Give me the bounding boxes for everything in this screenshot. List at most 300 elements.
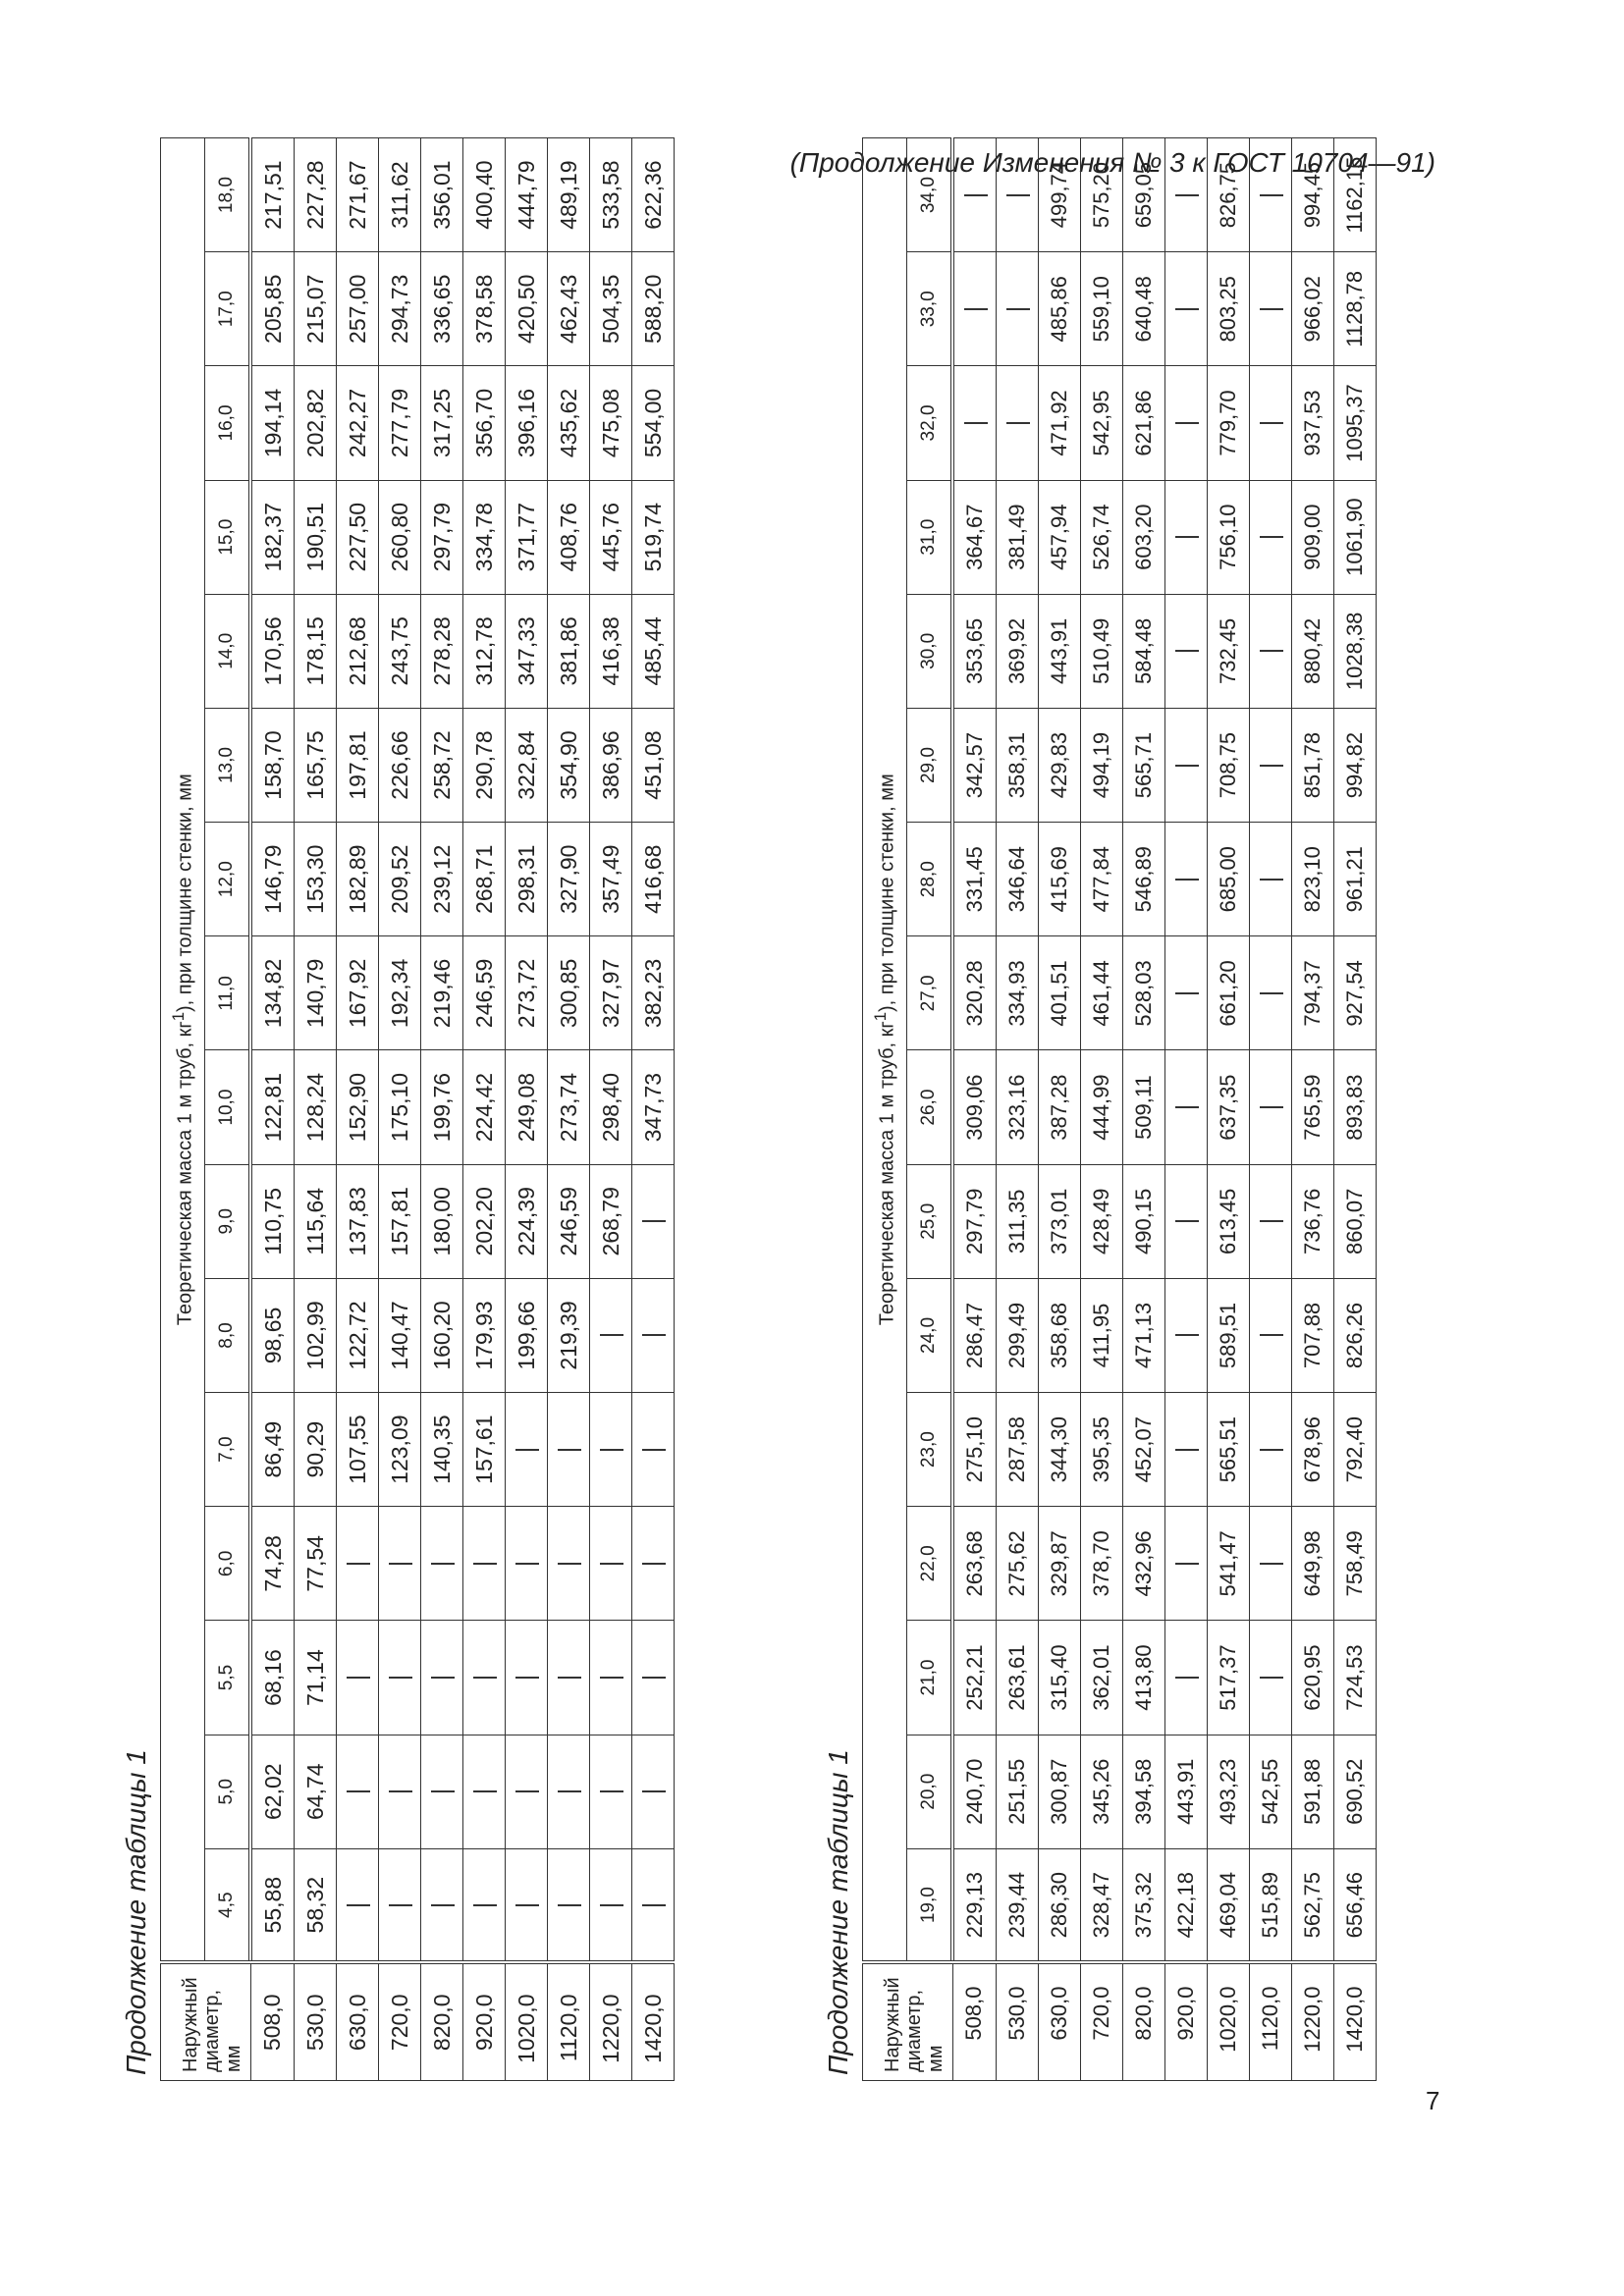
thickness-column-header: 28,0 [907,823,953,936]
diameter-cell: 508,0 [952,1963,997,2081]
mass-value-cell [1250,366,1292,480]
mass-value-cell: 584,48 [1123,594,1165,708]
mass-value-cell [463,1507,506,1621]
mass-group-header: Теоретическая масса 1 м труб, $кг^1$), при толщине стенки, мм [161,138,205,1963]
mass-value-cell [1250,594,1292,708]
mass-value-cell: 378,70 [1081,1507,1123,1621]
mass-value-cell: 371,77 [506,480,548,594]
mass-value-cell [463,1735,506,1848]
mass-value-cell: 494,19 [1081,708,1123,822]
mass-value-cell: 327,97 [590,936,632,1050]
empty-value-dash [347,1790,370,1792]
diameter-column-header: Наружный диаметр, мм [161,1963,251,2081]
empty-value-dash [600,1334,623,1336]
mass-value-cell: 504,35 [590,252,632,366]
diameter-cell: 820,0 [421,1963,463,2081]
mass-value-cell: 661,20 [1208,936,1250,1050]
page-number: 7 [1426,2086,1440,2115]
mass-value-cell [590,1507,632,1621]
mass-value-cell: 575,20 [1081,138,1123,252]
table-row [337,138,379,2081]
table-block-1 [113,137,673,2081]
mass-value-cell [1165,936,1208,1050]
mass-value-cell: 268,71 [463,823,506,936]
mass-value-cell: 471,13 [1123,1278,1165,1392]
empty-value-dash [347,1563,370,1565]
diameter-cell: 1120,0 [1250,1963,1292,2081]
mass-value-cell: 287,58 [997,1393,1039,1507]
mass-value-cell: 826,26 [1334,1278,1377,1392]
mass-value-cell [1165,594,1208,708]
mass-value-cell: 444,99 [1081,1050,1123,1164]
mass-value-cell: 263,61 [997,1621,1039,1735]
mass-value-cell: 1028,38 [1334,594,1377,708]
table-row [250,138,295,2081]
mass-value-cell: 541,47 [1208,1507,1250,1621]
mass-value-cell: 180,00 [421,1164,463,1278]
mass-value-cell: 510,49 [1081,594,1123,708]
mass-value-cell [632,1164,675,1278]
mass-value-cell: 444,79 [506,138,548,252]
empty-value-dash [1260,194,1283,196]
empty-value-dash [1175,650,1199,652]
thickness-column-header: 21,0 [907,1621,953,1735]
table-row [463,138,506,2081]
mass-value-cell: 342,57 [952,708,997,822]
mass-value-cell: 382,23 [632,936,675,1050]
mass-value-cell: 1162,15 [1334,138,1377,252]
thickness-column-header: 8,0 [205,1278,251,1392]
mass-value-cell: 257,00 [337,252,379,366]
thickness-column-header: 13,0 [205,708,251,822]
diameter-cell: 530,0 [295,1963,337,2081]
mass-value-cell: 77,54 [295,1507,337,1621]
mass-value-cell [1250,252,1292,366]
mass-value-cell: 724,53 [1334,1621,1377,1735]
thickness-column-header: 16,0 [205,366,251,480]
mass-value-cell: 323,16 [997,1050,1039,1164]
mass-value-cell: 320,28 [952,936,997,1050]
mass-value-cell: 408,76 [548,480,590,594]
empty-value-dash [642,1563,666,1565]
mass-value-cell [548,1507,590,1621]
empty-value-dash [558,1449,581,1451]
mass-value-cell: 194,14 [250,366,295,480]
empty-value-dash [642,1449,666,1451]
mass-value-cell: 297,79 [421,480,463,594]
mass-value-cell [421,1507,463,1621]
mass-value-cell [337,1621,379,1735]
mass-value-cell [632,1393,675,1507]
mass-value-cell: 346,64 [997,823,1039,936]
empty-value-dash [1175,879,1199,881]
mass-value-cell [1250,1278,1292,1392]
table-block-2 [815,137,1375,2081]
empty-value-dash [964,422,988,424]
mass-value-cell [506,1393,548,1507]
mass-value-cell [548,1848,590,1962]
mass-value-cell: 475,08 [590,366,632,480]
mass-value-cell: 322,84 [506,708,548,822]
mass-value-cell [421,1621,463,1735]
mass-value-cell [632,1507,675,1621]
diameter-cell: 508,0 [250,1963,295,2081]
mass-value-cell [1165,366,1208,480]
mass-value-cell [590,1393,632,1507]
thickness-column-header: 27,0 [907,936,953,1050]
mass-value-cell: 1128,78 [1334,252,1377,366]
empty-value-dash [473,1904,497,1906]
empty-value-dash [473,1677,497,1679]
mass-value-cell: 353,65 [952,594,997,708]
mass-value-cell: 182,37 [250,480,295,594]
mass-value-cell: 202,82 [295,366,337,480]
empty-value-dash [1175,422,1199,424]
table-row [590,138,632,2081]
mass-value-cell: 485,86 [1039,252,1081,366]
thickness-column-header: 25,0 [907,1164,953,1278]
table-row [952,138,997,2081]
mass-value-cell: 260,80 [379,480,421,594]
mass-value-cell [506,1621,548,1735]
mass-value-cell: 851,78 [1292,708,1334,822]
empty-value-dash [1175,765,1199,767]
mass-value-cell: 452,07 [1123,1393,1165,1507]
mass-value-cell: 517,37 [1208,1621,1250,1735]
mass-value-cell: 128,24 [295,1050,337,1164]
empty-value-dash [473,1790,497,1792]
mass-value-cell: 153,30 [295,823,337,936]
mass-table-2 [862,137,1377,2081]
empty-value-dash [600,1904,623,1906]
mass-value-cell: 345,26 [1081,1735,1123,1848]
thickness-column-header: 18,0 [205,138,251,252]
mass-value-cell: 197,81 [337,708,379,822]
mass-value-cell: 179,93 [463,1278,506,1392]
mass-value-cell [1250,480,1292,594]
mass-value-cell: 158,70 [250,708,295,822]
mass-value-cell: 565,71 [1123,708,1165,822]
mass-value-cell [1165,252,1208,366]
mass-value-cell [1165,1621,1208,1735]
mass-value-cell: 122,72 [337,1278,379,1392]
mass-value-cell: 362,01 [1081,1621,1123,1735]
mass-value-cell: 621,86 [1123,366,1165,480]
thickness-column-header: 9,0 [205,1164,251,1278]
mass-value-cell: 315,40 [1039,1621,1081,1735]
mass-value-cell: 559,10 [1081,252,1123,366]
mass-value-cell [590,1735,632,1848]
mass-value-cell: 219,39 [548,1278,590,1392]
empty-value-dash [431,1790,455,1792]
mass-value-cell: 102,99 [295,1278,337,1392]
mass-value-cell: 519,74 [632,480,675,594]
mass-value-cell: 893,83 [1334,1050,1377,1164]
mass-value-cell: 140,79 [295,936,337,1050]
mass-value-cell: 286,47 [952,1278,997,1392]
mass-value-cell: 246,59 [463,936,506,1050]
mass-value-cell [421,1848,463,1962]
mass-value-cell: 554,00 [632,366,675,480]
thickness-column-header: 12,0 [205,823,251,936]
mass-value-cell [421,1735,463,1848]
mass-value-cell [952,138,997,252]
mass-value-cell: 62,02 [250,1735,295,1848]
thickness-column-header: 26,0 [907,1050,953,1164]
empty-value-dash [1260,308,1283,310]
mass-value-cell: 909,00 [1292,480,1334,594]
mass-value-cell [952,252,997,366]
empty-value-dash [389,1563,412,1565]
mass-value-cell: 64,74 [295,1735,337,1848]
table-row [1250,138,1292,2081]
mass-value-cell: 420,50 [506,252,548,366]
empty-value-dash [1260,536,1283,538]
thickness-column-header: 31,0 [907,480,953,594]
mass-value-cell: 381,86 [548,594,590,708]
empty-value-dash [389,1790,412,1792]
mass-value-cell: 736,76 [1292,1164,1334,1278]
mass-value-cell [337,1735,379,1848]
mass-value-cell: 613,45 [1208,1164,1250,1278]
mass-value-cell: 300,87 [1039,1735,1081,1848]
thickness-column-header: 4,5 [205,1848,251,1962]
table-row [997,138,1039,2081]
mass-value-cell: 58,32 [295,1848,337,1962]
mass-value-cell: 290,78 [463,708,506,822]
mass-value-cell: 331,45 [952,823,997,936]
thickness-column-header: 23,0 [907,1393,953,1507]
empty-value-dash [1260,992,1283,994]
mass-value-cell [1250,708,1292,822]
mass-value-cell: 386,96 [590,708,632,822]
mass-value-cell [548,1393,590,1507]
empty-value-dash [1175,536,1199,538]
empty-value-dash [964,308,988,310]
mass-value-cell: 140,35 [421,1393,463,1507]
mass-value-cell [1250,823,1292,936]
mass-value-cell: 685,00 [1208,823,1250,936]
mass-value-cell: 252,21 [952,1621,997,1735]
empty-value-dash [558,1790,581,1792]
mass-value-cell [506,1848,548,1962]
thickness-column-header: 6,0 [205,1507,251,1621]
mass-value-cell: 622,36 [632,138,675,252]
mass-value-cell [1165,1278,1208,1392]
empty-value-dash [1260,879,1283,881]
mass-value-cell: 157,81 [379,1164,421,1278]
mass-value-cell: 357,49 [590,823,632,936]
mass-value-cell: 526,74 [1081,480,1123,594]
empty-value-dash [1260,1449,1283,1451]
mass-value-cell: 803,25 [1208,252,1250,366]
mass-value-cell [1165,1393,1208,1507]
mass-value-cell: 209,52 [379,823,421,936]
mass-value-cell: 565,51 [1208,1393,1250,1507]
mass-value-cell: 880,42 [1292,594,1334,708]
table-row [632,138,675,2081]
mass-value-cell [379,1735,421,1848]
diameter-cell: 1020,0 [506,1963,548,2081]
mass-value-cell: 364,67 [952,480,997,594]
diameter-cell: 530,0 [997,1963,1039,2081]
mass-value-cell [1165,138,1208,252]
empty-value-dash [600,1563,623,1565]
thickness-column-header: 7,0 [205,1393,251,1507]
mass-value-cell: 258,72 [421,708,463,822]
mass-value-cell: 462,43 [548,252,590,366]
mass-value-cell [1250,1507,1292,1621]
mass-value-cell: 137,83 [337,1164,379,1278]
empty-value-dash [1260,1563,1283,1565]
empty-value-dash [1260,1677,1283,1679]
mass-value-cell: 356,01 [421,138,463,252]
table-row [379,138,421,2081]
mass-value-cell: 415,69 [1039,823,1081,936]
empty-value-dash [515,1449,539,1451]
mass-value-cell: 227,50 [337,480,379,594]
mass-value-cell: 263,68 [952,1507,997,1621]
mass-value-cell: 826,75 [1208,138,1250,252]
mass-value-cell: 758,49 [1334,1507,1377,1621]
mass-value-cell: 422,18 [1165,1848,1208,1962]
mass-value-cell: 369,92 [997,594,1039,708]
mass-value-cell: 461,44 [1081,936,1123,1050]
mass-value-cell [590,1621,632,1735]
mass-value-cell: 123,09 [379,1393,421,1507]
table-row [506,138,548,2081]
empty-value-dash [600,1677,623,1679]
mass-value-cell [379,1507,421,1621]
mass-value-cell: 146,79 [250,823,295,936]
diameter-column-header: Наружный диаметр, мм [863,1963,953,2081]
mass-value-cell: 312,78 [463,594,506,708]
mass-value-cell [337,1507,379,1621]
empty-value-dash [642,1904,666,1906]
empty-value-dash [1260,1334,1283,1336]
mass-value-cell: 160,20 [421,1278,463,1392]
mass-value-cell [337,1848,379,1962]
empty-value-dash [642,1334,666,1336]
empty-value-dash [389,1904,412,1906]
mass-value-cell: 457,94 [1039,480,1081,594]
diameter-cell: 630,0 [337,1963,379,2081]
mass-table-1 [160,137,675,2081]
mass-value-cell: 115,64 [295,1164,337,1278]
mass-value-cell: 71,14 [295,1621,337,1735]
mass-value-cell: 273,72 [506,936,548,1050]
mass-value-cell [1165,1507,1208,1621]
mass-value-cell: 471,92 [1039,366,1081,480]
mass-value-cell [548,1735,590,1848]
empty-value-dash [600,1449,623,1451]
mass-value-cell: 239,44 [997,1848,1039,1962]
mass-value-cell: 779,70 [1208,366,1250,480]
thickness-column-header: 19,0 [907,1848,953,1962]
empty-value-dash [642,1677,666,1679]
mass-value-cell: 309,06 [952,1050,997,1164]
mass-value-cell: 192,34 [379,936,421,1050]
empty-value-dash [1006,194,1030,196]
mass-value-cell [548,1621,590,1735]
mass-value-cell: 275,62 [997,1507,1039,1621]
mass-value-cell: 732,45 [1208,594,1250,708]
mass-value-cell: 175,10 [379,1050,421,1164]
mass-value-cell: 659,05 [1123,138,1165,252]
mass-value-cell: 690,52 [1334,1735,1377,1848]
mass-value-cell: 334,78 [463,480,506,594]
mass-value-cell [379,1848,421,1962]
mass-value-cell: 205,85 [250,252,295,366]
mass-value-cell: 227,28 [295,138,337,252]
empty-value-dash [1175,1334,1199,1336]
mass-value-cell: 157,61 [463,1393,506,1507]
mass-value-cell [463,1848,506,1962]
mass-value-cell: 311,62 [379,138,421,252]
mass-value-cell: 242,27 [337,366,379,480]
mass-value-cell: 489,19 [548,138,590,252]
table-row [548,138,590,2081]
mass-value-cell [632,1621,675,1735]
mass-value-cell: 1061,90 [1334,480,1377,594]
mass-value-cell: 528,03 [1123,936,1165,1050]
mass-value-cell: 243,75 [379,594,421,708]
mass-value-cell: 229,13 [952,1848,997,1962]
mass-value-cell: 416,68 [632,823,675,936]
mass-value-cell: 298,31 [506,823,548,936]
mass-value-cell: 756,10 [1208,480,1250,594]
empty-value-dash [1175,1677,1199,1679]
mass-value-cell: 199,76 [421,1050,463,1164]
mass-value-cell: 375,32 [1123,1848,1165,1962]
diameter-cell: 720,0 [379,1963,421,2081]
mass-value-cell [632,1735,675,1848]
empty-value-dash [642,1220,666,1222]
mass-value-cell: 416,38 [590,594,632,708]
mass-value-cell: 533,58 [590,138,632,252]
mass-value-cell: 217,51 [250,138,295,252]
mass-value-cell [1165,823,1208,936]
empty-value-dash [515,1904,539,1906]
mass-value-cell: 336,65 [421,252,463,366]
mass-value-cell: 300,85 [548,936,590,1050]
table-row [1292,138,1334,2081]
empty-value-dash [642,1790,666,1792]
mass-value-cell [997,252,1039,366]
empty-value-dash [1006,308,1030,310]
mass-value-cell: 490,15 [1123,1164,1165,1278]
diameter-cell: 820,0 [1123,1963,1165,2081]
thickness-column-header: 5,0 [205,1735,251,1848]
mass-value-cell [463,1621,506,1735]
empty-value-dash [1260,1220,1283,1222]
thickness-column-header: 10,0 [205,1050,251,1164]
mass-value-cell [632,1278,675,1392]
mass-value-cell: 202,20 [463,1164,506,1278]
mass-value-cell: 182,89 [337,823,379,936]
mass-value-cell: 794,37 [1292,936,1334,1050]
mass-value-cell: 354,90 [548,708,590,822]
mass-value-cell [1250,1164,1292,1278]
mass-value-cell: 317,25 [421,366,463,480]
table-row [1081,138,1123,2081]
mass-value-cell: 620,95 [1292,1621,1334,1735]
mass-value-cell: 401,51 [1039,936,1081,1050]
mass-value-cell: 927,54 [1334,936,1377,1050]
table-row [1039,138,1081,2081]
diameter-cell: 630,0 [1039,1963,1081,2081]
mass-value-cell: 435,62 [548,366,590,480]
